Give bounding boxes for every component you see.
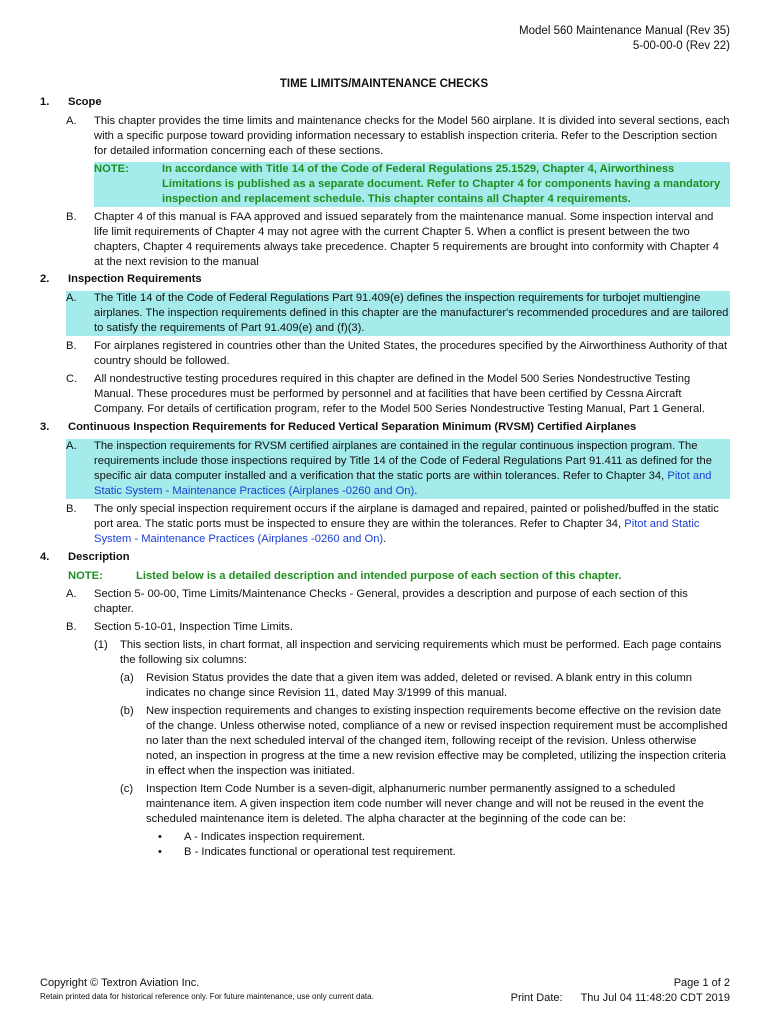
- section-heading-inspection-requirements: [40, 272, 730, 287]
- section-number: 2.: [40, 273, 50, 285]
- paragraph-label: A.: [66, 588, 77, 600]
- paragraph-label: B.: [66, 340, 77, 352]
- paragraph-text: The inspection requirements for RVSM certified airplanes are contained in the regular continuous inspection program. The requirements include those inspections required by Title 14 of the Code of Federal Regulations Part 91.411 as defined for the specific air data computer installed and a verification that the static ports are within tolerances. Refer to Chapter 34,: [94, 440, 712, 482]
- paragraph-text: Chapter 4 of this manual is FAA approved and issued separately from the maintenance manual. Some inspection interval and life limit requirements of Chapter 4 may not agree with the current Chapter 5. When a conflict is present between the two chapters, Chapter 4 requirements always take precedence. Chapter 5 requirements are brought into conformity with Chapter 4 at the next revision to the manual: [94, 211, 719, 268]
- note-label: NOTE:: [68, 570, 103, 582]
- bullet-icon: •: [158, 846, 162, 858]
- manual-title: Model 560 Maintenance Manual (Rev 35): [519, 25, 730, 37]
- paragraph: [40, 372, 730, 417]
- list-item: [40, 845, 730, 860]
- section-title: Continuous Inspection Requirements for Reduced Vertical Separation Minimum (RVSM) Certified Airplanes: [68, 421, 637, 433]
- page-number: Page 1 of 2: [673, 977, 730, 989]
- subparagraph-label: (1): [94, 639, 108, 651]
- pitot-static-link[interactable]: Pitot and Static System - Maintenance Practices (Airplanes -0260 and On): [94, 470, 712, 497]
- section-number: 4.: [40, 551, 50, 563]
- subparagraph: [40, 671, 730, 701]
- subparagraph-label: (c): [120, 783, 134, 795]
- list-item: [40, 830, 730, 845]
- paragraph: [40, 502, 730, 547]
- subparagraph-text: Revision Status provides the date that a given item was added, deleted or revised. A blank entry in this column indicates no change since Revision 11, dated May 3/1999 of this manual.: [146, 672, 693, 699]
- section-title: Scope: [68, 96, 102, 108]
- paragraph: [40, 339, 730, 369]
- section-title: Description: [68, 551, 130, 563]
- note-label: NOTE:: [94, 163, 129, 175]
- paragraph-end: .: [414, 485, 418, 497]
- subparagraph-label: (b): [120, 705, 134, 717]
- paragraph: [40, 620, 730, 635]
- subparagraph-text: New inspection requirements and changes to existing inspection requirements become effective on the revision date of the change. Unless otherwise noted, compliance of a new or revised inspection requirement must be accomplished no later than the next scheduled interval of the changed item, following receipt of the revision. Unless otherwise noted, an inspection in progress at the time a new revision effective may be completed, utilizing the inspection criteria in effect when the inspection was initiated.: [146, 705, 728, 777]
- print-date-line: [511, 991, 730, 1006]
- section-number: 5-00-00-0 (Rev 22): [632, 40, 730, 52]
- subparagraph: [40, 638, 730, 668]
- paragraph-highlighted: [66, 439, 730, 499]
- paragraph-end: .: [383, 533, 387, 545]
- chapter-title: TIME LIMITS/MAINTENANCE CHECKS: [279, 78, 489, 90]
- note: [68, 569, 730, 584]
- section-number: 3.: [40, 421, 50, 433]
- section-title: Inspection Requirements: [68, 273, 202, 285]
- section-heading-description: [40, 550, 730, 565]
- paragraph-label: B.: [66, 211, 77, 223]
- subparagraph-text: Inspection Item Code Number is a seven-digit, alphanumeric number permanently assigned to a scheduled maintenance item. A given inspection item code number will never change and will not be reused in the event the scheduled maintenance item is deleted. The alpha character at the beginning of the code can be:: [146, 783, 704, 825]
- paragraph: [40, 587, 730, 617]
- note-box: [94, 162, 730, 207]
- subparagraph: [40, 782, 730, 827]
- retain-notice: Retain printed data for historical reference only. For future maintenance, use only current data.: [40, 992, 374, 1001]
- paragraph-label: C.: [66, 373, 78, 385]
- note-text: In accordance with Title 14 of the Code of Federal Regulations 25.1529, Chapter 4, Airworthiness Limitations is published as a separate document. Refer to Chapter 4 for components having a mandatory inspection and replacement schedule. This chapter contains all Chapter 4 requirements.: [162, 163, 721, 205]
- note-text: Listed below is a detailed description and intended purpose of each section of this chapter.: [136, 570, 622, 582]
- paragraph-label: A.: [66, 115, 77, 127]
- subparagraph: [40, 704, 730, 779]
- paragraph-text: All nondestructive testing procedures required in this chapter are defined in the Model 500 Series Nondestructive Testing Manual. These procedures must be performed by personnel and at facilities that have been certified by Cessna Aircraft Company. For details of certification program, refer to the Model 500 Series Nondestructive Testing Manual, Part 1 General.: [94, 373, 705, 415]
- document-body: [40, 95, 730, 860]
- paragraph-label: B.: [66, 621, 77, 633]
- paragraph-text: Section 5-10-01, Inspection Time Limits.: [94, 621, 293, 633]
- bullet-icon: •: [158, 831, 162, 843]
- list-item-text: B - Indicates functional or operational test requirement.: [184, 846, 456, 858]
- paragraph-highlighted: [66, 291, 730, 336]
- paragraph: [40, 210, 730, 270]
- paragraph-text: The Title 14 of the Code of Federal Regulations Part 91.409(e) defines the inspection requirements for turbojet multiengine airplanes. The inspection requirements defined in this chapter are the manufacturer's recommended procedures and are tailored to satisfy the requirements of Part 91.409(e) and (f)(3).: [94, 292, 729, 334]
- pitot-static-link[interactable]: Pitot and Static System - Maintenance Practices (Airplanes -0260 and On): [94, 518, 700, 545]
- footer-right: [511, 976, 730, 1006]
- paragraph-text: Section 5- 00-00, Time Limits/Maintenance Checks - General, provides a description and purpose of each section of this chapter.: [94, 588, 688, 615]
- footer-left: [40, 976, 374, 1003]
- subparagraph-text: This section lists, in chart format, all inspection and servicing requirements which must be performed. Each page contains the following six columns:: [120, 639, 722, 666]
- section-number: 1.: [40, 96, 50, 108]
- paragraph-text: For airplanes registered in countries other than the United States, the procedures specified by the Airworthiness Authority of that country should be followed.: [94, 340, 728, 367]
- paragraph-label: A.: [66, 292, 77, 304]
- subparagraph-label: (a): [120, 672, 134, 684]
- paragraph-label: A.: [66, 440, 77, 452]
- paragraph: [40, 114, 730, 159]
- print-date-label: Print Date:: [510, 992, 563, 1004]
- section-heading-scope: [40, 95, 730, 110]
- paragraph-text: The only special inspection requirement occurs if the airplane is damaged and repaired, painted or polished/buffed in the static port area. The static ports must be inspected to ensure they are within the tolerances. Refer to Chapter 34,: [94, 503, 719, 530]
- print-date-value: Thu Jul 04 11:48:20 CDT 2019: [580, 992, 730, 1004]
- copyright-text: Copyright © Textron Aviation Inc.: [40, 977, 200, 989]
- section-heading-rvsm: [40, 420, 730, 435]
- page-header: [519, 24, 730, 54]
- list-item-text: A - Indicates inspection requirement.: [184, 831, 365, 843]
- paragraph-text: This chapter provides the time limits and maintenance checks for the Model 560 airplane. It is divided into several sections, each with a specific purpose toward providing information necessary to establish inspection criteria. Refer to the Description section for detailed information concerning each of these sections.: [94, 115, 730, 157]
- paragraph-label: B.: [66, 503, 77, 515]
